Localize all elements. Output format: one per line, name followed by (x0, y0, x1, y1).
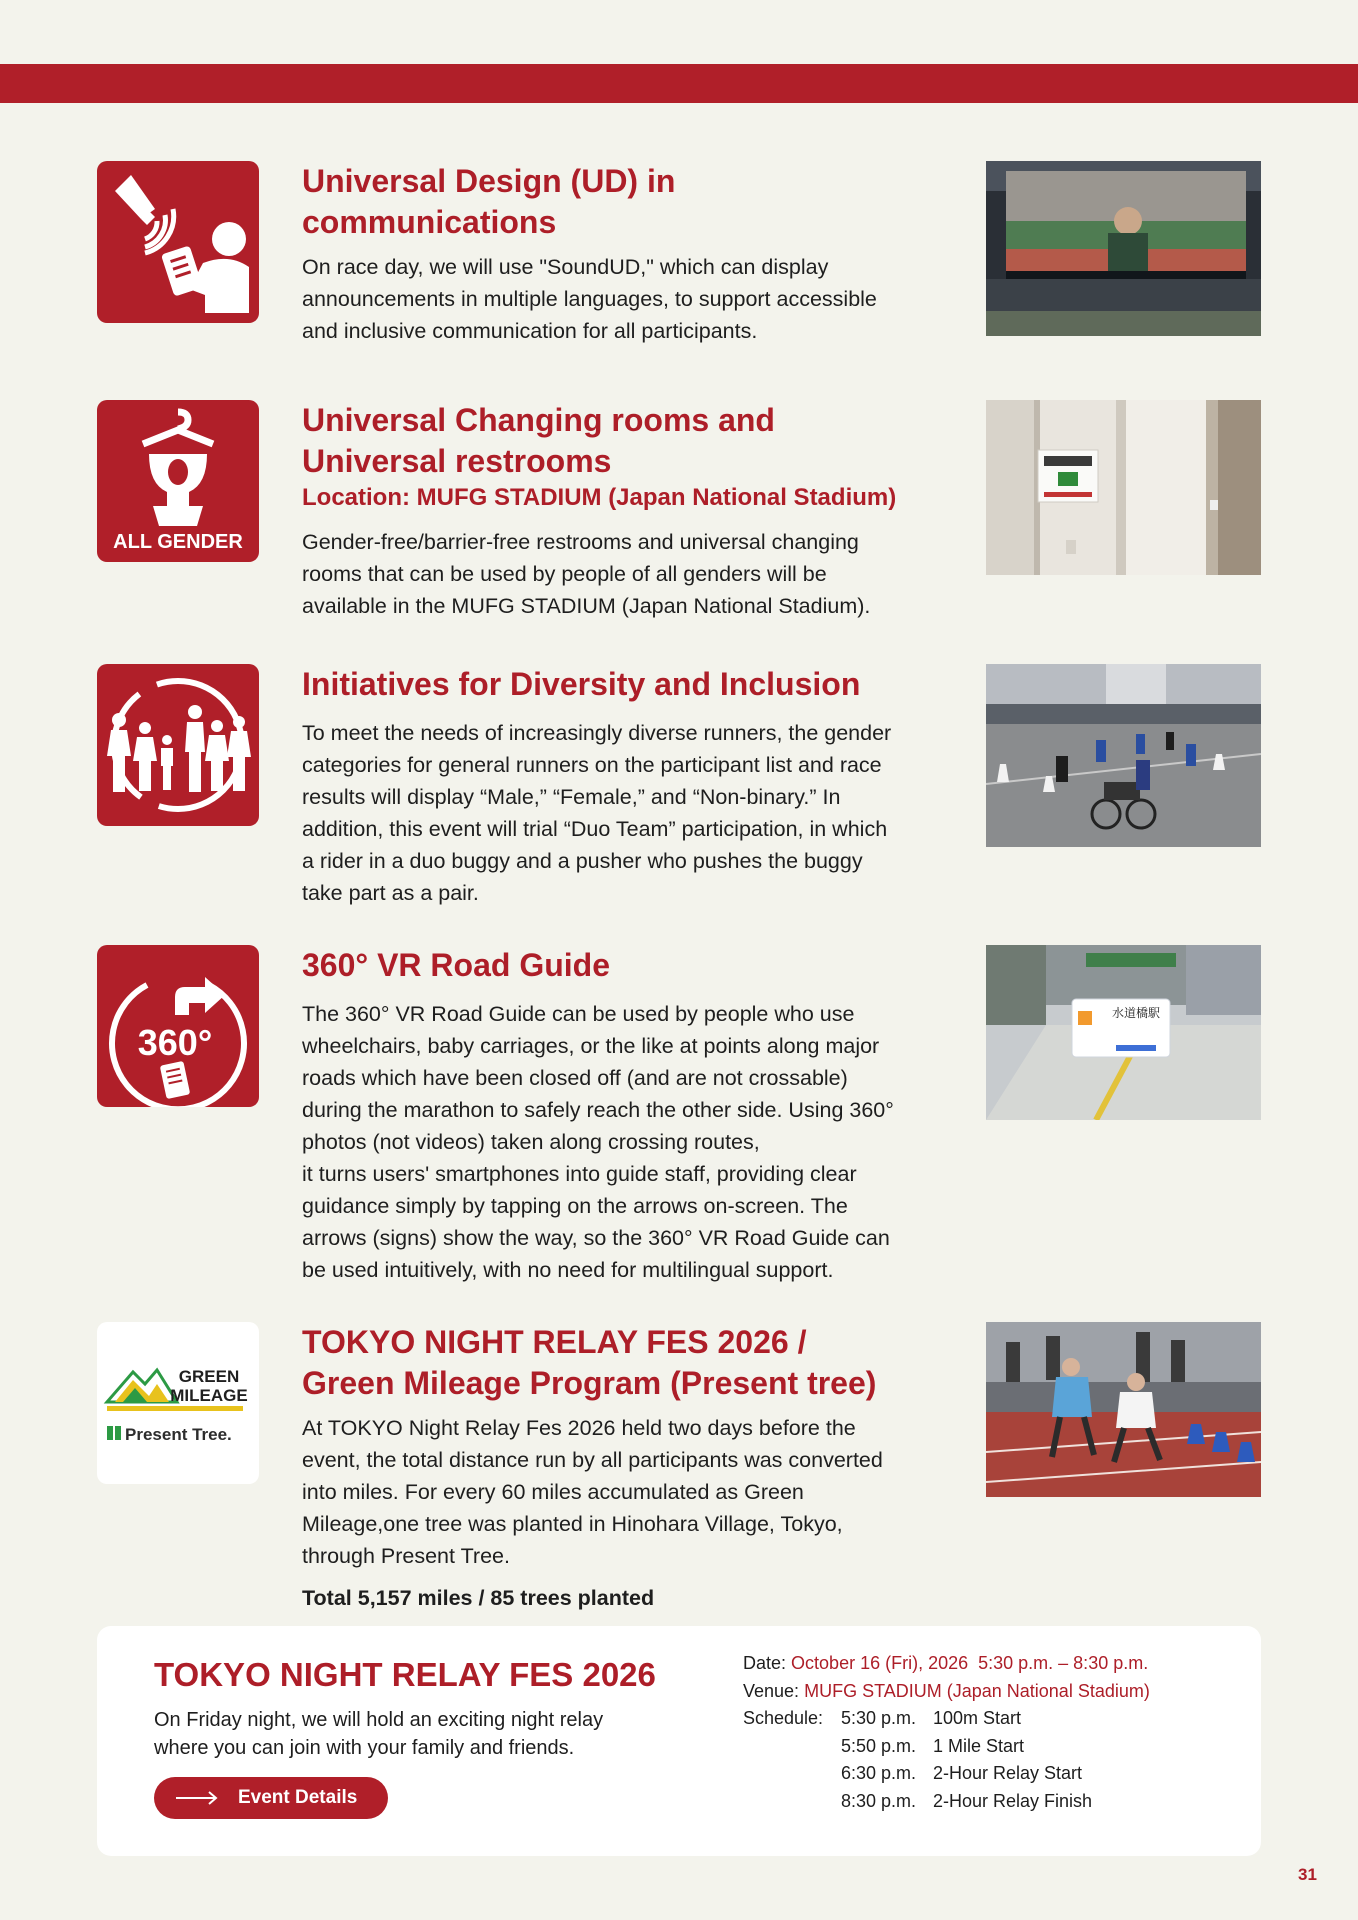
relay-runners-photo (986, 1322, 1261, 1497)
event-date-row (743, 1650, 1150, 1678)
schedule-time: 5:30 p.m. (841, 1708, 917, 1728)
section-body: On race day, we will use "SoundUD," which can display announcements in multiple languages, to support accessible and inclusive communication for all participants. (302, 255, 877, 343)
section-text (302, 664, 952, 909)
stadium-screen-photo (986, 161, 1261, 336)
vr-360-label: 360° (137, 1022, 213, 1063)
venue-label: Venue: (743, 1680, 800, 1701)
event-schedule (743, 1705, 1150, 1815)
diversity-family-icon (97, 664, 259, 826)
all-gender-label: ALL GENDER (113, 531, 243, 553)
section-title: Universal Design (UD) in communications (302, 163, 676, 240)
schedule-event: 2-Hour Relay Finish (933, 1790, 1093, 1811)
schedule-event: 100m Start (933, 1708, 1022, 1728)
section-title: TOKYO NIGHT RELAY FES 2026 / Green Mileage Program (Present tree) (302, 1324, 877, 1401)
duo-buggy-race-photo (986, 664, 1261, 847)
section-text (302, 161, 952, 347)
section-title: Initiatives for Diversity and Inclusion (302, 666, 861, 702)
schedule-item (841, 1705, 1092, 1733)
venue-value: MUFG STADIUM (Japan National Stadium) (804, 1680, 1150, 1701)
section-text (302, 400, 952, 622)
schedule-time: 5:50 p.m. (841, 1735, 917, 1756)
section-body: To meet the needs of increasingly diverse runners, the gender categories for general runners on the participant list and race results will display “Male,” “Female,” and “Non-binary.” In addition, this event will trial “Duo Team” participation, in which a rider in a duo buggy and a pusher who pushes the buggy take part as a pair. (302, 721, 892, 905)
section-title: 360° VR Road Guide (302, 947, 610, 983)
date-value: October 16 (Fri), 2026 5:30 p.m. – 8:30 p.m. (791, 1653, 1149, 1673)
schedule-item (841, 1788, 1092, 1816)
event-details (743, 1650, 1150, 1815)
schedule-label: Schedule: (743, 1708, 824, 1728)
schedule-time: 6:30 p.m. (841, 1763, 917, 1783)
page-number: 31 (1298, 1865, 1317, 1884)
event-venue-row (743, 1678, 1150, 1706)
schedule-event: 2-Hour Relay Start (933, 1763, 1083, 1783)
section-text (302, 945, 952, 1286)
section-subtitle: Location: MUFG STADIUM (Japan National Stadium) (302, 484, 897, 511)
event-details-label: Event Details (238, 1787, 358, 1808)
schedule-list (841, 1705, 1092, 1815)
schedule-time: 8:30 p.m. (841, 1790, 917, 1811)
logo-text-mileage: MILEAGE (170, 1386, 248, 1405)
section-title: Universal Changing rooms and Universal restrooms (302, 402, 775, 479)
section-body: At TOKYO Night Relay Fes 2026 held two days before the event, the total distance run by all participants was converted into miles. For every 60 miles accumulated as Green Mileage,one tree was planted in Hinohara Village, Tokyo, through Present Tree. (302, 1416, 883, 1568)
date-label: Date: (743, 1653, 787, 1673)
vr-street-photo (986, 945, 1261, 1120)
section-body: Gender-free/barrier-free restrooms and universal changing rooms that can be used by people of all genders will be available in the MUFG STADIUM (Japan National Stadium). (302, 530, 871, 618)
section-emphasis: Total 5,157 miles / 85 trees planted (302, 1586, 655, 1610)
all-gender-icon (97, 400, 259, 562)
header-band (0, 64, 1358, 103)
schedule-item (841, 1733, 1092, 1761)
event-info-card (97, 1626, 1261, 1856)
photo-sign-text: 水道橋駅 (1112, 1006, 1161, 1020)
schedule-item (841, 1760, 1092, 1788)
vr-360-icon (97, 945, 259, 1107)
logo-text-green: GREEN (178, 1367, 240, 1386)
event-details-button[interactable] (154, 1777, 388, 1819)
event-title: TOKYO NIGHT RELAY FES 2026 (154, 1656, 656, 1693)
changing-room-photo (986, 400, 1261, 575)
green-mileage-logo (97, 1322, 259, 1484)
event-description: On Friday night, we will hold an exciting night relay where you can join with your family and friends. (154, 1709, 604, 1759)
sound-ud-icon (97, 161, 259, 323)
section-body: The 360° VR Road Guide can be used by people who use wheelchairs, baby carriages, or the like at points along major roads which have been closed off (and are not crossable) during the marathon to safely reach the other side. Using 360° photos (not videos) taken along crossing routes, it turns users' smartphones into guide staff, providing clear guidance simply by tapping on the arrows on-screen. The arrows (signs) show the way, so the 360° VR Road Guide can be used intuitively, with no need for multilingual support. (302, 1002, 894, 1282)
logo-text-present-tree: Present Tree. (125, 1425, 232, 1444)
schedule-event: 1 Mile Start (933, 1735, 1025, 1756)
section-text (302, 1322, 952, 1614)
arrow-right-icon (176, 1791, 218, 1805)
